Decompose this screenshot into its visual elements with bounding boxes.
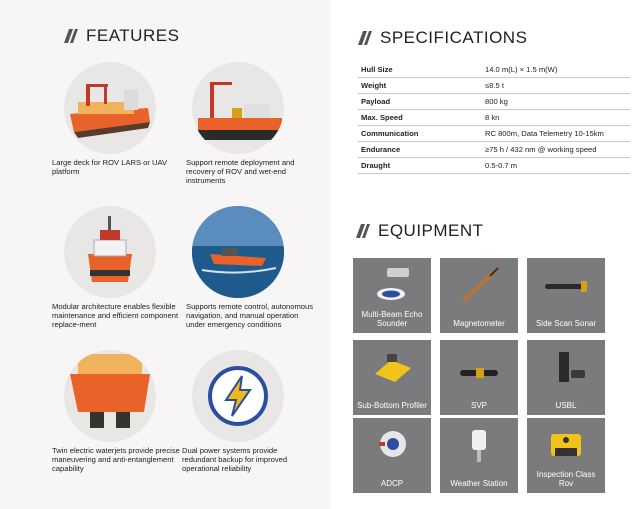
slash-mark-icon [356,224,370,238]
equipment-tile [353,418,431,493]
equipment-label: Magnetometer [453,318,505,328]
specifications-title: SPECIFICATIONS [380,28,528,47]
svp-icon [454,346,504,386]
rov-icon [541,424,591,464]
spec-value: ≥75 h / 432 nm @ working speed [482,142,630,158]
equipment-label: Multi-Beam Echo Sounder [361,310,423,328]
subbottom-icon [367,346,417,386]
equipment-tile [527,258,605,333]
spec-key: Weight [358,78,482,94]
equipment-heading [356,221,484,241]
slash-mark-icon [64,29,78,43]
spec-value: ≤8.5 t [482,78,630,94]
spec-key: Hull Size [358,62,482,78]
power-icon [192,350,284,442]
spec-key: Draught [358,158,482,174]
feature-text: Supports remote control, autonomous navigation, and manual operation under emergency conditions [186,302,314,329]
feature-text: Modular architecture enables flexible maintenance and efficient component replace-ment [52,302,179,329]
spec-row [358,126,630,142]
weather-station-icon [454,424,504,464]
spec-row [358,62,630,78]
magnetometer-icon [454,264,504,304]
spec-key: Max. Speed [358,110,482,126]
slash-mark-icon [358,31,372,45]
spec-row [358,94,630,110]
spec-key: Communication [358,126,482,142]
equipment-title: EQUIPMENT [378,221,484,240]
feature-text: Large deck for ROV LARS or UAV platform [52,158,168,176]
spec-value: 14.0 m(L) × 1.5 m(W) [482,62,630,78]
multibeam-icon [367,264,417,304]
vessel-top-image [64,206,156,298]
spec-value: RC 800m, Data Telemetry 10-15km [482,126,630,142]
features-heading [64,26,179,46]
spec-value: 8 kn [482,110,630,126]
waterjet-image [64,350,156,442]
equipment-tile [527,418,605,493]
spec-row [358,142,630,158]
equipment-label: Sub-Bottom Profiler [357,400,427,410]
specifications-table [358,62,630,174]
sidescan-icon [541,264,591,304]
feature-text: Dual power systems provide redundant backup for improved operational reliability [182,446,288,473]
feature-text: Twin electric waterjets provide precise maneuvering and anti-entanglement capability [52,446,180,473]
equipment-tile [440,340,518,415]
vessel-at-sea-image [192,206,284,298]
spec-row [358,78,630,94]
crane-deck-image [192,62,284,154]
adcp-icon [367,424,417,464]
feature-item [52,206,182,329]
equipment-tile [440,418,518,493]
equipment-tile [440,258,518,333]
specifications-heading [358,28,527,48]
spec-value: 0.5-0.7 m [482,158,630,174]
feature-item [52,62,182,176]
spec-key: Payload [358,94,482,110]
equipment-label: USBL [555,400,577,410]
feature-item [186,62,316,185]
feature-item [186,206,316,329]
equipment-tile [527,340,605,415]
spec-key: Endurance [358,142,482,158]
ship-deck-image [64,62,156,154]
equipment-label: ADCP [380,478,404,488]
feature-text: Support remote deployment and recovery of ROV and wet-end instruments [186,158,295,185]
spec-value: 800 kg [482,94,630,110]
equipment-label: SVP [470,400,487,410]
spec-row [358,158,630,174]
equipment-label: Side Scan Sonar [535,318,597,328]
equipment-tile [353,340,431,415]
features-title: FEATURES [86,26,180,45]
equipment-label: Inspection Class Rov [536,470,596,488]
equipment-label: Weather Station [450,478,508,488]
usbl-icon [541,346,591,386]
spec-row [358,110,630,126]
feature-item [52,350,182,473]
feature-item [182,350,312,473]
equipment-tile [353,258,431,333]
